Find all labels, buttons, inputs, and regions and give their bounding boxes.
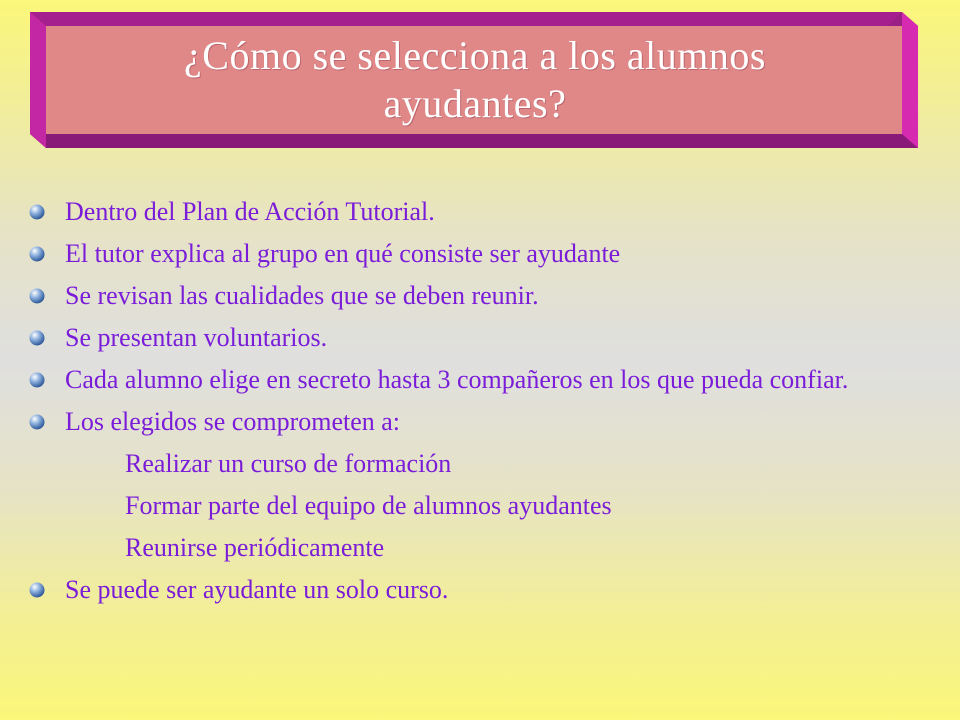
sphere-bullet-icon <box>28 287 46 305</box>
list-item <box>28 280 928 312</box>
list-item <box>28 322 928 354</box>
sphere-bullet-icon <box>28 581 46 599</box>
title-banner <box>30 12 918 148</box>
list-item <box>28 196 928 228</box>
bullet-list <box>28 196 928 616</box>
page-title <box>48 26 902 134</box>
title-line-1: ¿Cómo se selecciona a los alumnos <box>184 33 766 78</box>
list-item-text: Cada alumno elige en secreto hasta 3 compañeros en los que pueda confiar. <box>65 365 849 394</box>
list-item-text: Dentro del Plan de Acción Tutorial. <box>65 197 435 226</box>
title-line-2: ayudantes? <box>383 81 567 126</box>
sphere-bullet-icon <box>28 245 46 263</box>
sphere-bullet-icon <box>28 371 46 389</box>
list-item-text: El tutor explica al grupo en qué consiste ser ayudante <box>65 239 621 268</box>
list-item-text: Se revisan las cualidades que se deben reunir. <box>65 281 539 310</box>
sub-list-item: Realizar un curso de formación <box>125 449 452 478</box>
list-item-text: Se presentan voluntarios. <box>65 323 328 352</box>
list-item-text: Se puede ser ayudante un solo curso. <box>65 575 449 604</box>
sub-list-item: Reunirse periódicamente <box>125 533 385 562</box>
list-item <box>28 406 928 438</box>
list-item <box>28 238 928 270</box>
list-item-text: Los elegidos se comprometen a: <box>65 407 401 436</box>
sphere-bullet-icon <box>28 413 46 431</box>
sub-list-item: Formar parte del equipo de alumnos ayudantes <box>125 491 612 520</box>
list-item <box>28 574 928 606</box>
list-item <box>28 364 928 396</box>
sphere-bullet-icon <box>28 203 46 221</box>
sphere-bullet-icon <box>28 329 46 347</box>
